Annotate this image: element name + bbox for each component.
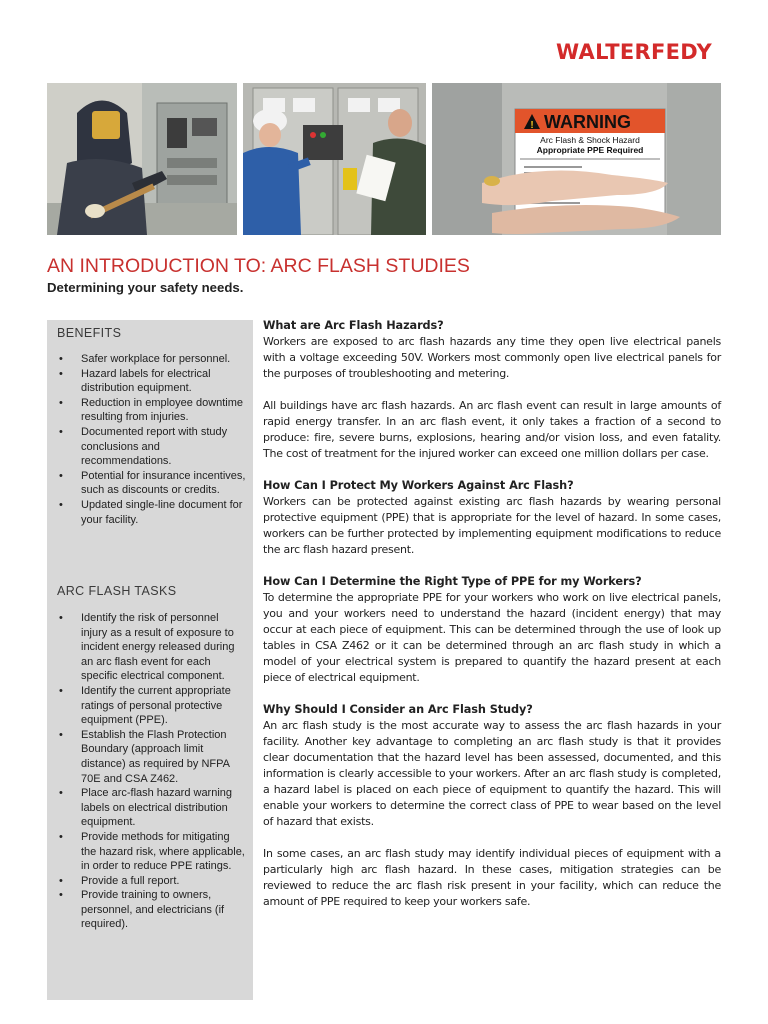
- warning-label-heading: WARNING: [544, 112, 631, 132]
- body-paragraph: Workers can be protected against existing arc flash hazards by wearing personal protective equipment (PPE) that is appropriate for the level of hazard. In some cases, workers can be further protected by implementing equipment modifications to reduce the arc flash hazard present.: [263, 495, 721, 556]
- tasks-list: [47, 611, 253, 932]
- list-item: • Provide a full report.: [47, 874, 253, 889]
- list-item: • Updated single-line document for your facility.: [47, 498, 253, 527]
- section-heading: What are Arc Flash Hazards?: [263, 319, 444, 332]
- list-item: • Documented report with study conclusions and recommendations.: [47, 425, 253, 469]
- main-content: [263, 318, 721, 910]
- section-heading: Why Should I Consider an Arc Flash Study?: [263, 703, 533, 716]
- tasks-heading: ARC FLASH TASKS: [57, 584, 177, 598]
- body-paragraph: In some cases, an arc flash study may identify individual pieces of equipment with a particularly high arc flash hazard. In these cases, mitigation strategies can be reviewed to reduce the arc flash risk present in your facility, which can reduce the amount of PPE required to keep your workers safe.: [263, 847, 721, 908]
- benefits-heading: BENEFITS: [57, 326, 122, 340]
- warning-label-line1: Arc Flash & Shock Hazard: [540, 135, 640, 145]
- body-paragraph: Workers are exposed to arc flash hazards any time they open live electrical panels with a voltage exceeding 50V. Workers most commonly open live electrical panels for the purposes of troubleshooting and metering.: [263, 335, 721, 380]
- body-paragraph: To determine the appropriate PPE for your workers who work on live electrical panels, you and your workers need to understand the hazard (incident energy) that may occur at each piece of equipment. This can be determined through the use of look up tables in CSA Z462 or it can be determined through an arc flash study in which a model of your electrical system is prepared to quantify the hazard present at each piece of electrical equipment.: [263, 591, 721, 684]
- section-heading: How Can I Protect My Workers Against Arc Flash?: [263, 479, 574, 492]
- list-item: • Provide training to owners, personnel, and electricians (if required).: [47, 888, 253, 932]
- body-paragraph: All buildings have arc flash hazards. An arc flash event can result in large amounts of rapid energy transfer. In an arc flash event, it only takes a fraction of a second to produce: fire, severe burns, explosions, hearing and/or vision loss, and even fatality. The cost of treatment for the injured worker can exceed one million dollars per case.: [263, 399, 721, 460]
- photo-arc-flash-suit: [47, 83, 237, 235]
- list-item: • Identify the risk of personnel injury as a result of exposure to incident energy released during an arc flash event for each specific electrical component.: [47, 611, 253, 684]
- list-item: • Provide methods for mitigating the hazard risk, where applicable, in order to reduce PPE ratings.: [47, 830, 253, 874]
- list-item: • Identify the current appropriate ratings of personal protective equipment (PPE).: [47, 684, 253, 728]
- svg-text:!: !: [530, 120, 534, 131]
- walterfedy-logo: WALTERFEDY: [556, 40, 713, 64]
- section-heading: How Can I Determine the Right Type of PPE for my Workers?: [263, 575, 642, 588]
- photo-workers-at-panel: [243, 83, 426, 235]
- benefits-list: [47, 352, 253, 527]
- list-item: • Potential for insurance incentives, such as discounts or credits.: [47, 469, 253, 498]
- list-item: • Hazard labels for electrical distribution equipment.: [47, 367, 253, 396]
- page-subtitle: Determining your safety needs.: [47, 280, 244, 295]
- body-paragraph: An arc flash study is the most accurate way to assess the arc flash hazards in your facility. Another key advantage to completing an arc flash study is that it provides clear documentation that the hazard level has been assessed, documented, and this information is clearly accessible to your workers. After an arc flash study is completed, a hazard label is placed on each piece of equipment to quantify the hazard. This will enable your workers to determine the correct class of PPE to wear based on the level of hazard that exists.: [263, 719, 721, 828]
- page-title: AN INTRODUCTION TO: ARC FLASH STUDIES: [47, 255, 470, 277]
- list-item: • Reduction in employee downtime resulting from injuries.: [47, 396, 253, 425]
- warning-label-line2: Appropriate PPE Required: [536, 145, 644, 155]
- list-item: • Establish the Flash Protection Boundary (approach limit distance) as required by NFPA 70E and CSA Z462.: [47, 728, 253, 786]
- photo-warning-label: [432, 83, 721, 235]
- list-item: • Place arc-flash hazard warning labels on electrical distribution equipment.: [47, 786, 253, 830]
- sidebar-panel: [47, 320, 253, 1000]
- list-item: • Safer workplace for personnel.: [47, 352, 253, 367]
